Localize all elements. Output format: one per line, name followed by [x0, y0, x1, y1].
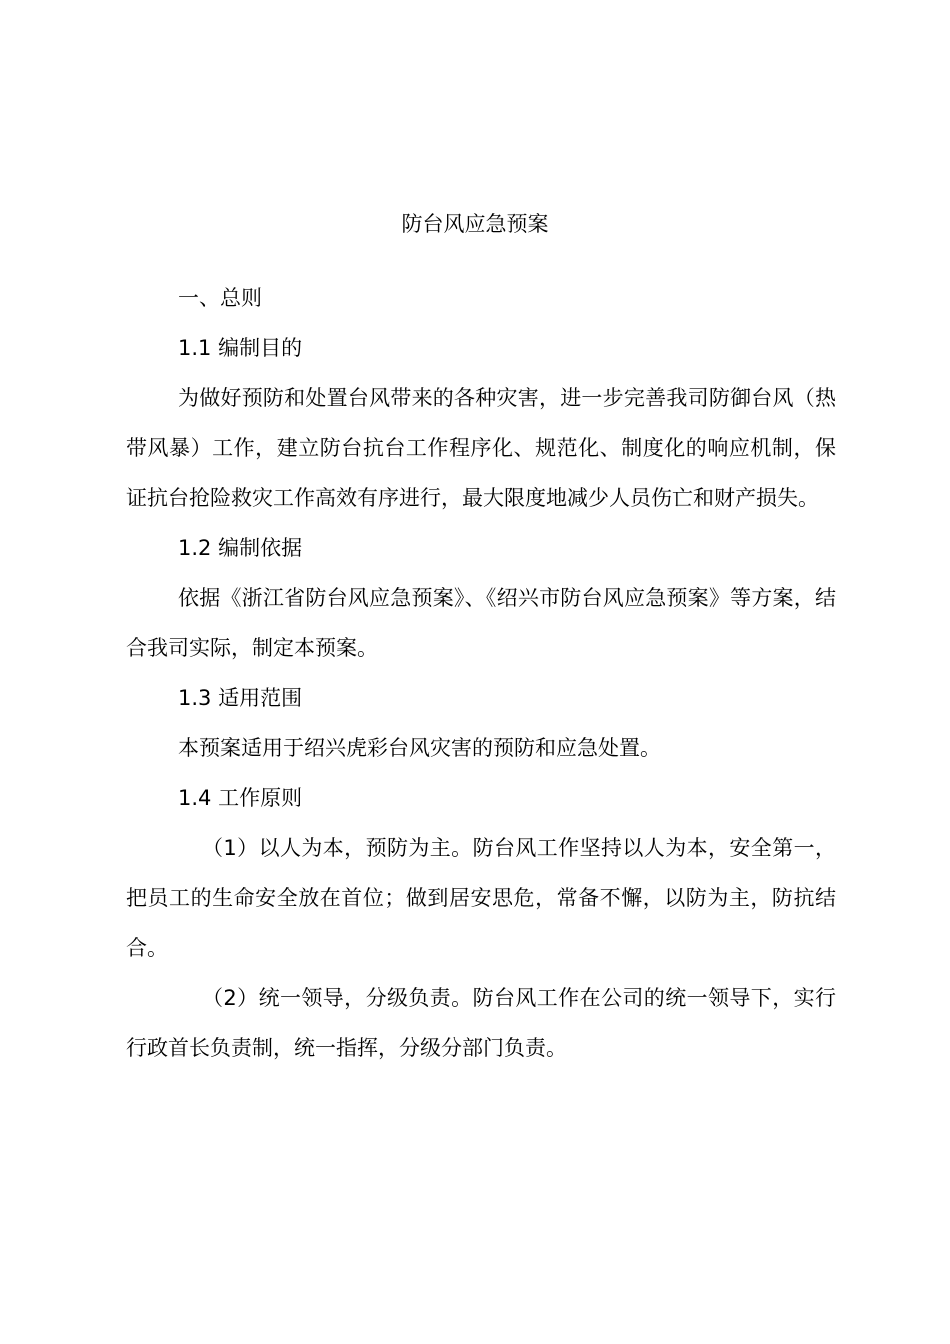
paragraph-scope: 本预案适用于绍兴虎彩台风灾害的预防和应急处置。: [178, 736, 661, 760]
paragraph-principle-1: （1）以人为本，预防为主。防台风工作坚持以人为本，安全第一，把员工的生命安全放在首位；做到居安思危，常备不懈，以防为主，防抗结合。: [126, 836, 836, 960]
document-body: [126, 273, 836, 1073]
document-title: 防台风应急预案: [401, 212, 549, 236]
subsection-heading-principles: 1.4 工作原则: [178, 786, 303, 810]
subsection-heading-scope: 1.3 适用范围: [178, 686, 303, 710]
paragraph-basis: 依据《浙江省防台风应急预案》、《绍兴市防台风应急预案》等方案，结合我司实际，制定本预案。: [126, 586, 836, 660]
subsection-heading-purpose: 1.1 编制目的: [178, 336, 303, 360]
paragraph-principle-2: （2）统一领导，分级负责。防台风工作在公司的统一领导下，实行行政首长负责制，统一指挥，分级分部门负责。: [126, 986, 836, 1060]
section-heading-general: 一、总则: [178, 286, 262, 310]
subsection-heading-basis: 1.2 编制依据: [178, 536, 303, 560]
paragraph-purpose: 为做好预防和处置台风带来的各种灾害，进一步完善我司防御台风（热带风暴）工作，建立防台抗台工作程序化、规范化、制度化的响应机制，保证抗台抢险救灾工作高效有序进行，最大限度地减少人员伤亡和财产损失。: [126, 386, 836, 510]
